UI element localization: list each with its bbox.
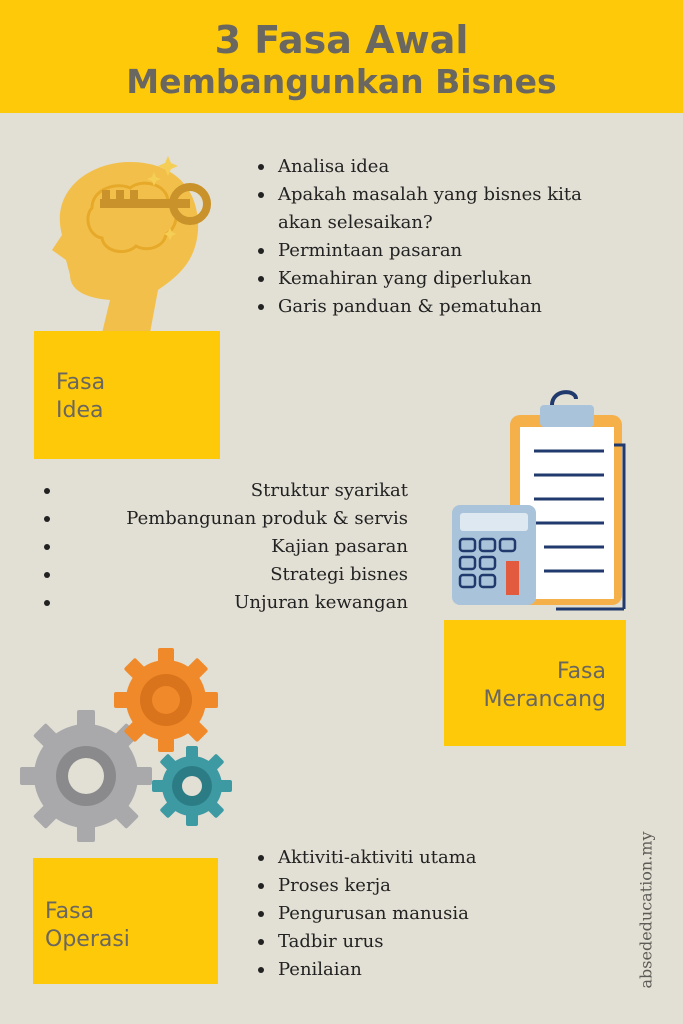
operasi-item-list [256, 844, 606, 984]
list-item: Apakah masalah yang bisnes kita [256, 181, 656, 209]
phase-idea-label-2: Idea [56, 398, 104, 423]
list-item: Struktur syarikat [44, 477, 408, 505]
list-item: Strategi bisnes [44, 561, 408, 589]
list-item: Pengurusan manusia [256, 900, 606, 928]
head-key-icon [30, 150, 230, 335]
phase-merancang-label-1: Fasa [556, 659, 606, 684]
clipboard-calculator-icon [448, 385, 633, 615]
list-item-continuation: akan selesaikan? [278, 212, 433, 233]
phase-idea-box [34, 331, 220, 459]
page-title: 3 Fasa Awal [214, 18, 469, 62]
list-item: Aktiviti-aktiviti utama [256, 844, 606, 872]
merancang-item-list [44, 477, 408, 617]
list-item: Kemahiran yang diperlukan [256, 265, 656, 293]
list-item: Tadbir urus [256, 928, 606, 956]
site-watermark: absededucation.my [636, 831, 656, 989]
phase-operasi-label-1: Fasa [45, 899, 95, 924]
phase-merancang-label-2: Merancang [483, 687, 606, 712]
gears-icon [18, 648, 248, 853]
phase-operasi-label-2: Operasi [45, 927, 130, 952]
list-item: Pembangunan produk & servis [44, 505, 408, 533]
page-subtitle: Membangunkan Bisnes [126, 62, 557, 101]
list-item: Garis panduan & pematuhan [256, 293, 656, 321]
list-item: Analisa idea [256, 153, 656, 181]
list-item: Proses kerja [256, 872, 606, 900]
phase-operasi-box [33, 858, 218, 984]
phase-idea-label-1: Fasa [56, 370, 106, 395]
phase-merancang-box [444, 620, 626, 746]
list-item: Kajian pasaran [44, 533, 408, 561]
header-banner [0, 0, 683, 113]
list-item: Unjuran kewangan [44, 589, 408, 617]
idea-item-list [256, 153, 656, 321]
list-item: Penilaian [256, 956, 606, 984]
list-item: Permintaan pasaran [256, 237, 656, 265]
